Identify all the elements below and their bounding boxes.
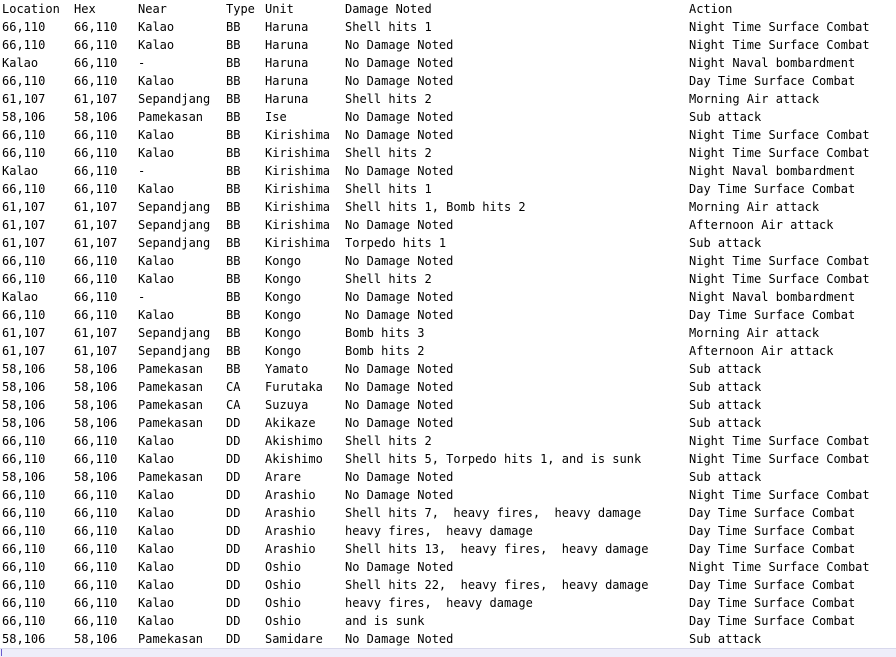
cell-damage: No Damage Noted — [345, 74, 454, 88]
table-row — [0, 54, 896, 72]
cell-damage: No Damage Noted — [345, 560, 454, 574]
cell-hex: 66,110 — [74, 578, 118, 592]
table-row — [0, 252, 896, 270]
cell-near: Kalao — [138, 254, 175, 268]
cell-location: 58,106 — [2, 110, 46, 124]
cell-near: Kalao — [138, 524, 175, 538]
cell-hex: 66,110 — [74, 254, 118, 268]
cell-location: 66,110 — [2, 128, 46, 142]
cell-hex: 66,110 — [74, 308, 118, 322]
cell-unit: Haruna — [265, 74, 309, 88]
cell-damage: No Damage Noted — [345, 290, 454, 304]
cell-unit: Suzuya — [265, 398, 309, 412]
cell-type: BB — [226, 362, 241, 376]
cell-near: Pamekasan — [138, 110, 204, 124]
cell-action: Night Time Surface Combat — [689, 254, 870, 268]
cell-unit: Oshio — [265, 560, 302, 574]
cell-near: Kalao — [138, 20, 175, 34]
cell-type: DD — [226, 596, 241, 610]
cell-unit: Akishimo — [265, 452, 323, 466]
cell-damage: and is sunk — [345, 614, 425, 628]
cell-hex: 66,110 — [74, 506, 118, 520]
cell-action: Sub attack — [689, 362, 762, 376]
table-row — [0, 468, 896, 486]
table-row — [0, 558, 896, 576]
cell-damage: heavy fires, heavy damage — [345, 524, 533, 538]
cell-unit: Haruna — [265, 56, 309, 70]
cell-action: Night Time Surface Combat — [689, 452, 870, 466]
cell-near: Kalao — [138, 488, 175, 502]
cell-action: Afternoon Air attack — [689, 218, 834, 232]
cell-action: Day Time Surface Combat — [689, 506, 856, 520]
table-row — [0, 234, 896, 252]
cell-near: Kalao — [138, 434, 175, 448]
cell-damage: Torpedo hits 1 — [345, 236, 447, 250]
cell-type: BB — [226, 344, 241, 358]
cell-unit: Oshio — [265, 614, 302, 628]
cell-hex: 61,107 — [74, 344, 118, 358]
cell-hex: 66,110 — [74, 74, 118, 88]
cell-location: 66,110 — [2, 74, 46, 88]
cell-type: BB — [226, 164, 241, 178]
cell-damage: No Damage Noted — [345, 128, 454, 142]
table-row — [0, 612, 896, 630]
cell-location: 58,106 — [2, 380, 46, 394]
cell-damage: No Damage Noted — [345, 308, 454, 322]
table-row — [0, 72, 896, 90]
cell-hex: 66,110 — [74, 452, 118, 466]
cell-action: Day Time Surface Combat — [689, 182, 856, 196]
cell-damage: Shell hits 2 — [345, 434, 432, 448]
cell-action: Sub attack — [689, 398, 762, 412]
cell-unit: Kongo — [265, 344, 302, 358]
cell-hex: 58,106 — [74, 416, 118, 430]
table-row — [0, 126, 896, 144]
table-row — [0, 270, 896, 288]
cell-unit: Kirishima — [265, 146, 331, 160]
cell-unit: Samidare — [265, 632, 323, 646]
cell-type: BB — [226, 236, 241, 250]
cell-unit: Akikaze — [265, 416, 316, 430]
cell-unit: Oshio — [265, 596, 302, 610]
cell-near: Kalao — [138, 308, 175, 322]
cell-type: BB — [226, 290, 241, 304]
table-row — [0, 378, 896, 396]
cell-type: BB — [226, 128, 241, 142]
table-row — [0, 216, 896, 234]
cell-unit: Kongo — [265, 308, 302, 322]
cell-action: Night Naval bombardment — [689, 164, 856, 178]
cell-near: Kalao — [138, 542, 175, 556]
cell-hex: 66,110 — [74, 524, 118, 538]
table-row — [0, 396, 896, 414]
cell-unit: Akishimo — [265, 434, 323, 448]
cell-damage: Shell hits 1 — [345, 182, 432, 196]
cell-location: 66,110 — [2, 146, 46, 160]
cell-hex: 61,107 — [74, 218, 118, 232]
cell-near: Kalao — [138, 614, 175, 628]
cell-action: Sub attack — [689, 380, 762, 394]
cell-location: 66,110 — [2, 434, 46, 448]
cell-unit: Kirishima — [265, 236, 331, 250]
cell-location: 61,107 — [2, 326, 46, 340]
cell-location: 61,107 — [2, 218, 46, 232]
cell-action: Morning Air attack — [689, 326, 820, 340]
table-row — [0, 144, 896, 162]
cell-action: Morning Air attack — [689, 200, 820, 214]
cell-type: BB — [226, 308, 241, 322]
table-row — [0, 306, 896, 324]
cell-action: Sub attack — [689, 470, 762, 484]
cell-location: Kalao — [2, 56, 39, 70]
cell-action: Night Time Surface Combat — [689, 272, 870, 286]
header-action: Action — [689, 2, 733, 16]
cell-action: Day Time Surface Combat — [689, 308, 856, 322]
table-row — [0, 414, 896, 432]
cell-location: 66,110 — [2, 20, 46, 34]
cell-unit: Kongo — [265, 254, 302, 268]
cell-hex: 66,110 — [74, 164, 118, 178]
cell-location: 58,106 — [2, 416, 46, 430]
cell-near: Pamekasan — [138, 416, 204, 430]
cell-hex: 58,106 — [74, 632, 118, 646]
header-damage: Damage Noted — [345, 2, 432, 16]
cell-action: Sub attack — [689, 632, 762, 646]
cell-hex: 66,110 — [74, 56, 118, 70]
cell-hex: 66,110 — [74, 488, 118, 502]
cell-action: Night Naval bombardment — [689, 290, 856, 304]
cell-near: Pamekasan — [138, 632, 204, 646]
cell-action: Day Time Surface Combat — [689, 542, 856, 556]
cell-action: Night Time Surface Combat — [689, 146, 870, 160]
cell-hex: 66,110 — [74, 290, 118, 304]
cell-damage: Bomb hits 3 — [345, 326, 425, 340]
table-row — [0, 486, 896, 504]
table-row — [0, 324, 896, 342]
table-row — [0, 522, 896, 540]
table-row — [0, 540, 896, 558]
cell-near: - — [138, 290, 146, 304]
cell-near: Sepandjang — [138, 344, 211, 358]
cell-near: Kalao — [138, 506, 175, 520]
cell-hex: 58,106 — [74, 470, 118, 484]
cell-hex: 61,107 — [74, 200, 118, 214]
cell-near: Kalao — [138, 128, 175, 142]
cell-type: DD — [226, 614, 241, 628]
cell-damage: No Damage Noted — [345, 632, 454, 646]
cell-hex: 61,107 — [74, 326, 118, 340]
cell-location: 66,110 — [2, 524, 46, 538]
cell-action: Night Time Surface Combat — [689, 128, 870, 142]
cell-type: DD — [226, 470, 241, 484]
cell-unit: Arashio — [265, 506, 316, 520]
cell-type: BB — [226, 56, 241, 70]
table-row — [0, 90, 896, 108]
cell-action: Day Time Surface Combat — [689, 614, 856, 628]
cell-near: Kalao — [138, 146, 175, 160]
cell-near: Sepandjang — [138, 218, 211, 232]
table-row — [0, 288, 896, 306]
cell-unit: Haruna — [265, 38, 309, 52]
cell-location: 61,107 — [2, 92, 46, 106]
cell-damage: Shell hits 13, heavy fires, heavy damage — [345, 542, 649, 556]
cell-damage: No Damage Noted — [345, 110, 454, 124]
cell-location: Kalao — [2, 164, 39, 178]
cell-type: BB — [226, 74, 241, 88]
cell-type: DD — [226, 524, 241, 538]
cell-hex: 58,106 — [74, 380, 118, 394]
cell-damage: No Damage Noted — [345, 362, 454, 376]
cell-damage: No Damage Noted — [345, 56, 454, 70]
cell-near: Kalao — [138, 596, 175, 610]
cell-unit: Kirishima — [265, 128, 331, 142]
cell-damage: No Damage Noted — [345, 218, 454, 232]
table-row — [0, 198, 896, 216]
cell-location: 58,106 — [2, 398, 46, 412]
cell-hex: 58,106 — [74, 398, 118, 412]
header-row — [0, 0, 896, 18]
cell-hex: 66,110 — [74, 182, 118, 196]
table-row — [0, 342, 896, 360]
cell-unit: Arashio — [265, 488, 316, 502]
cell-damage: No Damage Noted — [345, 416, 454, 430]
cell-type: BB — [226, 146, 241, 160]
cell-type: DD — [226, 542, 241, 556]
table-row — [0, 108, 896, 126]
cell-hex: 66,110 — [74, 434, 118, 448]
cell-action: Afternoon Air attack — [689, 344, 834, 358]
cell-damage: Shell hits 7, heavy fires, heavy damage — [345, 506, 642, 520]
cell-near: Kalao — [138, 452, 175, 466]
cell-unit: Kirishima — [265, 164, 331, 178]
header-near: Near — [138, 2, 167, 16]
cell-action: Night Time Surface Combat — [689, 560, 870, 574]
cell-damage: Shell hits 5, Torpedo hits 1, and is sunk — [345, 452, 642, 466]
cell-location: 61,107 — [2, 200, 46, 214]
cell-near: Kalao — [138, 182, 175, 196]
cell-action: Night Time Surface Combat — [689, 20, 870, 34]
cell-near: Pamekasan — [138, 398, 204, 412]
cell-type: BB — [226, 110, 241, 124]
cell-type: DD — [226, 578, 241, 592]
cell-hex: 66,110 — [74, 20, 118, 34]
cell-damage: heavy fires, heavy damage — [345, 596, 533, 610]
cell-location: 61,107 — [2, 236, 46, 250]
cell-type: BB — [226, 20, 241, 34]
cell-unit: Haruna — [265, 20, 309, 34]
cell-action: Day Time Surface Combat — [689, 578, 856, 592]
cell-location: 58,106 — [2, 632, 46, 646]
cell-unit: Kongo — [265, 272, 302, 286]
cell-near: - — [138, 56, 146, 70]
cell-damage: No Damage Noted — [345, 380, 454, 394]
cell-near: - — [138, 164, 146, 178]
cell-near: Pamekasan — [138, 362, 204, 376]
cell-damage: No Damage Noted — [345, 398, 454, 412]
cell-unit: Kirishima — [265, 182, 331, 196]
cell-action: Morning Air attack — [689, 92, 820, 106]
cell-damage: No Damage Noted — [345, 488, 454, 502]
cell-unit: Arare — [265, 470, 302, 484]
cell-hex: 61,107 — [74, 92, 118, 106]
cell-unit: Kirishima — [265, 200, 331, 214]
cell-hex: 61,107 — [74, 236, 118, 250]
cell-hex: 66,110 — [74, 38, 118, 52]
cell-location: 58,106 — [2, 470, 46, 484]
cell-action: Night Time Surface Combat — [689, 434, 870, 448]
cell-type: BB — [226, 182, 241, 196]
cell-near: Sepandjang — [138, 92, 211, 106]
cell-type: CA — [226, 380, 241, 394]
cell-type: DD — [226, 560, 241, 574]
cell-unit: Kongo — [265, 326, 302, 340]
cell-location: 61,107 — [2, 344, 46, 358]
cell-action: Sub attack — [689, 110, 762, 124]
cell-type: DD — [226, 434, 241, 448]
cell-hex: 58,106 — [74, 362, 118, 376]
cell-hex: 66,110 — [74, 560, 118, 574]
cell-type: DD — [226, 452, 241, 466]
header-type: Type — [226, 2, 255, 16]
cell-near: Sepandjang — [138, 200, 211, 214]
cell-hex: 58,106 — [74, 110, 118, 124]
cell-damage: No Damage Noted — [345, 164, 454, 178]
cell-damage: Shell hits 2 — [345, 146, 432, 160]
cell-unit: Furutaka — [265, 380, 323, 394]
text-caret — [1, 649, 2, 656]
cell-type: BB — [226, 218, 241, 232]
table-row — [0, 432, 896, 450]
cell-unit: Haruna — [265, 92, 309, 106]
cell-hex: 66,110 — [74, 128, 118, 142]
cell-unit: Ise — [265, 110, 287, 124]
cell-hex: 66,110 — [74, 614, 118, 628]
cell-hex: 66,110 — [74, 272, 118, 286]
table-row — [0, 576, 896, 594]
cell-action: Day Time Surface Combat — [689, 596, 856, 610]
cell-damage: Shell hits 2 — [345, 272, 432, 286]
cell-type: DD — [226, 506, 241, 520]
cell-damage: No Damage Noted — [345, 38, 454, 52]
cell-location: 66,110 — [2, 38, 46, 52]
cell-location: 66,110 — [2, 182, 46, 196]
table-row — [0, 360, 896, 378]
cell-type: BB — [226, 38, 241, 52]
cell-damage: No Damage Noted — [345, 470, 454, 484]
cell-damage: Bomb hits 2 — [345, 344, 425, 358]
cell-unit: Kirishima — [265, 218, 331, 232]
cell-hex: 66,110 — [74, 542, 118, 556]
cell-unit: Kongo — [265, 290, 302, 304]
cell-type: BB — [226, 326, 241, 340]
cell-hex: 66,110 — [74, 146, 118, 160]
cell-type: BB — [226, 92, 241, 106]
cell-near: Pamekasan — [138, 470, 204, 484]
cell-unit: Arashio — [265, 524, 316, 538]
cell-location: 66,110 — [2, 272, 46, 286]
table-row — [0, 162, 896, 180]
cell-unit: Arashio — [265, 542, 316, 556]
cell-unit: Yamato — [265, 362, 309, 376]
cell-damage: Shell hits 1 — [345, 20, 432, 34]
table-row — [0, 504, 896, 522]
cell-action: Sub attack — [689, 416, 762, 430]
cell-location: 58,106 — [2, 362, 46, 376]
cell-near: Kalao — [138, 74, 175, 88]
cell-location: 66,110 — [2, 542, 46, 556]
cell-type: BB — [226, 272, 241, 286]
cell-location: 66,110 — [2, 254, 46, 268]
header-unit: Unit — [265, 2, 294, 16]
cell-type: BB — [226, 254, 241, 268]
cell-action: Night Time Surface Combat — [689, 488, 870, 502]
cell-location: 66,110 — [2, 560, 46, 574]
cell-near: Pamekasan — [138, 380, 204, 394]
cell-action: Night Time Surface Combat — [689, 38, 870, 52]
cell-type: DD — [226, 488, 241, 502]
cell-location: 66,110 — [2, 578, 46, 592]
cell-unit: Oshio — [265, 578, 302, 592]
cell-damage: Shell hits 22, heavy fires, heavy damage — [345, 578, 649, 592]
cell-near: Sepandjang — [138, 236, 211, 250]
cell-hex: 66,110 — [74, 596, 118, 610]
cell-damage: Shell hits 2 — [345, 92, 432, 106]
cell-damage: No Damage Noted — [345, 254, 454, 268]
cell-near: Kalao — [138, 272, 175, 286]
table-row — [0, 450, 896, 468]
cell-type: DD — [226, 632, 241, 646]
cell-near: Kalao — [138, 560, 175, 574]
table-row — [0, 180, 896, 198]
cell-near: Kalao — [138, 578, 175, 592]
cell-type: CA — [226, 398, 241, 412]
cell-action: Night Naval bombardment — [689, 56, 856, 70]
cell-location: 66,110 — [2, 506, 46, 520]
cell-action: Day Time Surface Combat — [689, 524, 856, 538]
table-row — [0, 18, 896, 36]
damage-report-rows — [0, 18, 896, 648]
cell-location: 66,110 — [2, 614, 46, 628]
table-row — [0, 630, 896, 648]
cell-location: 66,110 — [2, 452, 46, 466]
cell-type: BB — [226, 200, 241, 214]
header-location: Location — [2, 2, 60, 16]
cell-location: Kalao — [2, 290, 39, 304]
cell-action: Sub attack — [689, 236, 762, 250]
header-hex: Hex — [74, 2, 96, 16]
cell-location: 66,110 — [2, 308, 46, 322]
cell-near: Sepandjang — [138, 326, 211, 340]
table-row — [0, 594, 896, 612]
cell-location: 66,110 — [2, 596, 46, 610]
table-row — [0, 36, 896, 54]
cell-action: Day Time Surface Combat — [689, 74, 856, 88]
cell-location: 66,110 — [2, 488, 46, 502]
cell-damage: Shell hits 1, Bomb hits 2 — [345, 200, 526, 214]
cell-near: Kalao — [138, 38, 175, 52]
cell-type: DD — [226, 416, 241, 430]
